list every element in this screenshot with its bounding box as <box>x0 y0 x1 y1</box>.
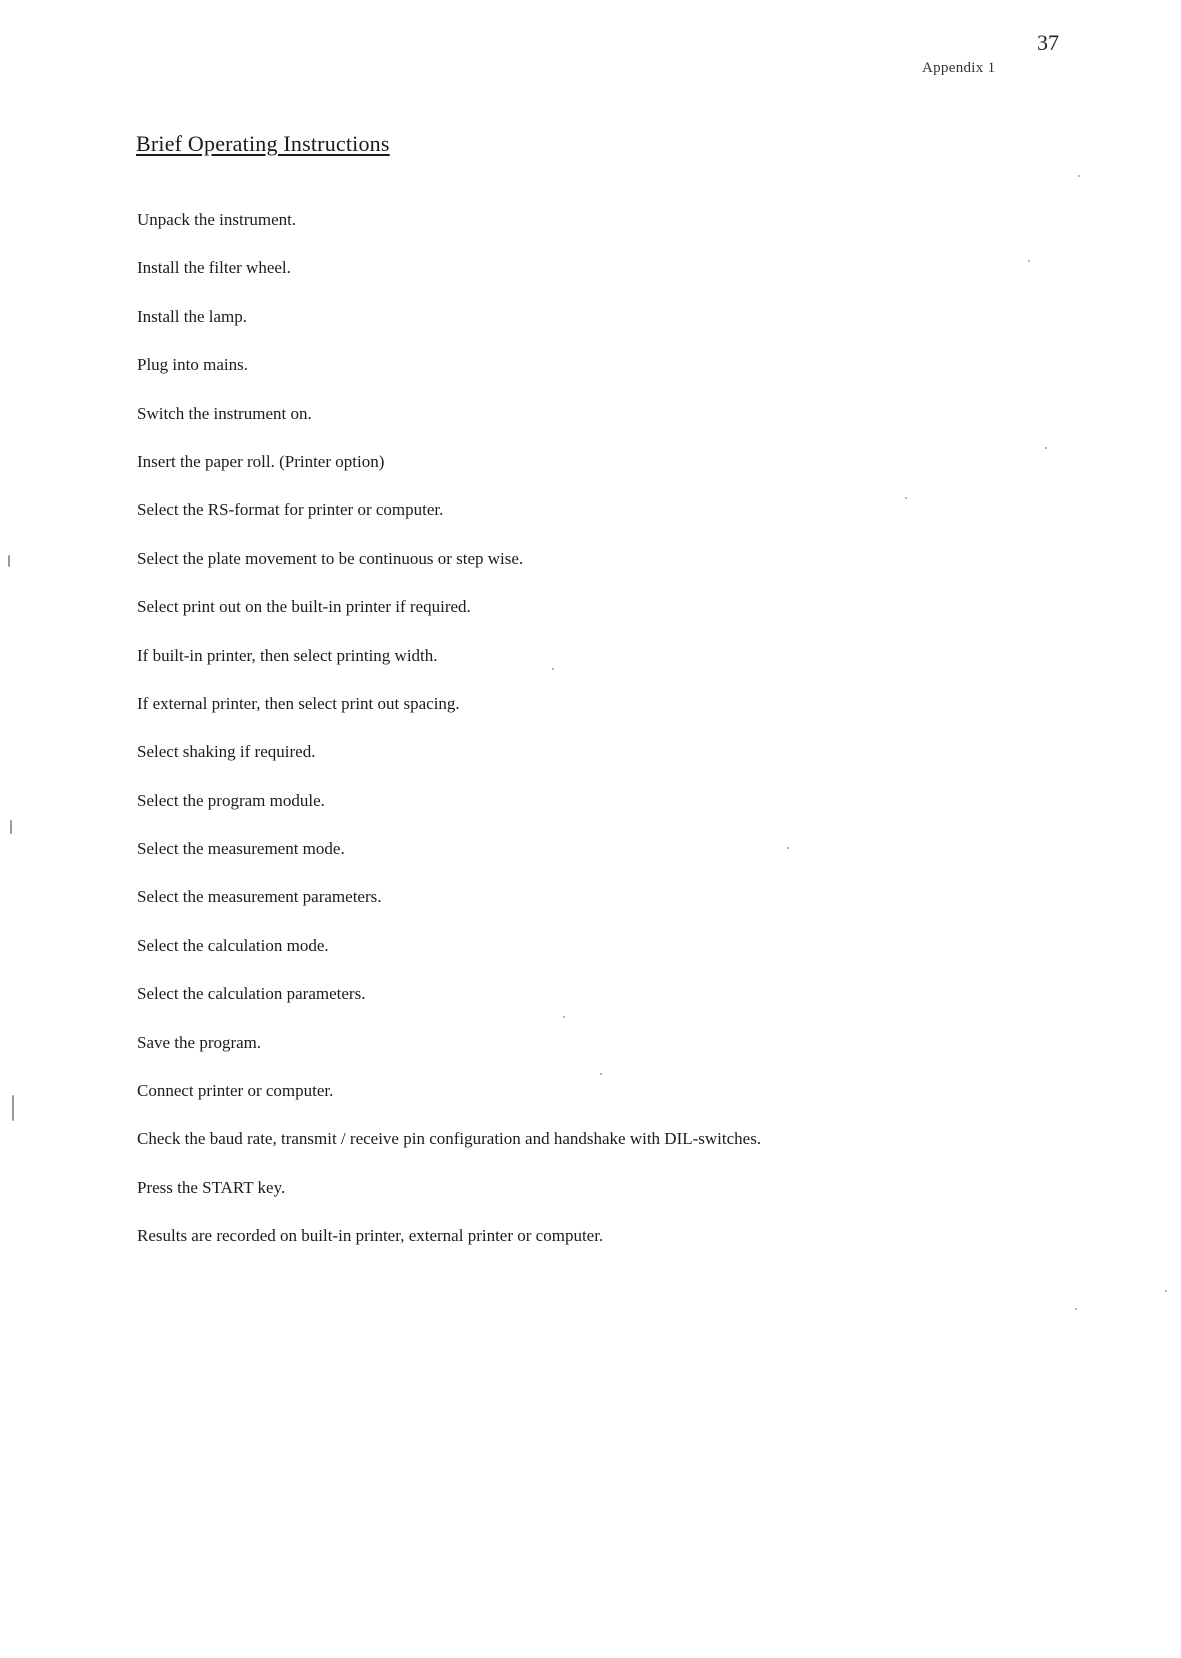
instruction-step: Select the program module. <box>137 790 325 810</box>
instruction-step: Install the lamp. <box>137 306 248 326</box>
scan-speck <box>787 847 789 849</box>
scan-speck <box>1045 447 1047 449</box>
instruction-step: If built-in printer, then select printing width. <box>137 645 438 665</box>
instruction-step: Select the RS-format for printer or computer. <box>137 500 444 520</box>
instruction-step: Check the baud rate, transmit / receive pin configuration and handshake with DIL-switches. <box>137 1129 762 1149</box>
scan-speck <box>12 1095 14 1121</box>
instruction-step: Install the filter wheel. <box>137 258 291 278</box>
scan-speck <box>905 497 907 499</box>
instruction-step: Connect printer or computer. <box>137 1081 334 1101</box>
instruction-step: If external printer, then select print out spacing. <box>137 693 460 713</box>
scan-speck <box>1075 1308 1077 1310</box>
scan-speck <box>600 1073 602 1075</box>
instruction-step: Insert the paper roll. (Printer option) <box>137 451 385 471</box>
instruction-step: Select print out on the built-in printer if required. <box>137 597 471 617</box>
instruction-step: Press the START key. <box>137 1177 286 1197</box>
page-number: 37 <box>1037 30 1059 55</box>
appendix-label: Appendix 1 <box>922 60 996 76</box>
scan-speck <box>8 555 10 567</box>
scan-speck <box>563 1016 565 1018</box>
scan-speck <box>10 820 12 834</box>
instruction-step: Select the measurement parameters. <box>137 887 382 907</box>
instruction-list <box>137 210 761 1275</box>
scan-speck <box>1078 175 1080 177</box>
instruction-step: Select the plate movement to be continuous or step wise. <box>137 548 524 568</box>
instruction-step: Select the calculation parameters. <box>137 984 366 1004</box>
scan-speck <box>1028 260 1030 262</box>
document-title: Brief Operating Instructions <box>136 131 390 156</box>
instruction-step: Select shaking if required. <box>137 742 316 762</box>
instruction-step: Select the calculation mode. <box>137 935 329 955</box>
scan-speck <box>552 668 554 670</box>
instruction-step: Unpack the instrument. <box>137 210 297 229</box>
instruction-step: Switch the instrument on. <box>137 403 312 423</box>
instruction-step: Save the program. <box>137 1032 262 1052</box>
instruction-step: Plug into mains. <box>137 355 248 375</box>
instruction-step: Select the measurement mode. <box>137 839 345 859</box>
scan-speck <box>1165 1290 1167 1292</box>
instruction-step: Results are recorded on built-in printer, external printer or computer. <box>137 1226 604 1246</box>
